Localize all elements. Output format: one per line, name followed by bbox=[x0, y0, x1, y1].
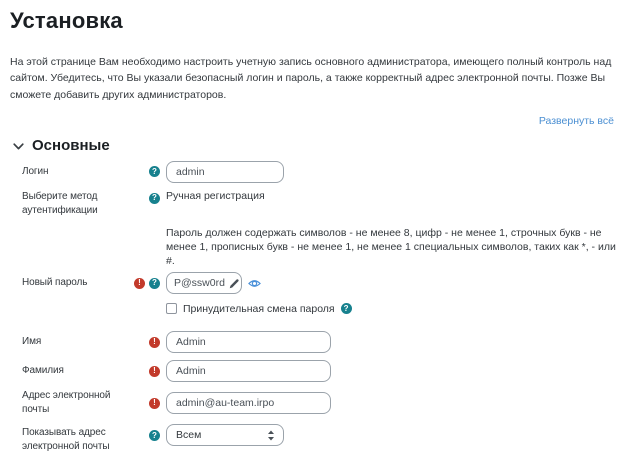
email-visibility-label: Показывать адрес электронной почты bbox=[22, 427, 110, 453]
help-icon[interactable]: ? bbox=[341, 303, 352, 314]
show-password-eye-icon[interactable] bbox=[248, 277, 261, 290]
expand-all-row bbox=[10, 115, 614, 128]
email-label: Адрес электронной почты bbox=[22, 390, 111, 416]
help-icon[interactable]: ? bbox=[149, 278, 160, 289]
new-password-input[interactable] bbox=[166, 272, 242, 294]
section-title: Основные bbox=[32, 137, 110, 155]
chevron-down-icon bbox=[12, 140, 25, 153]
admin-account-form bbox=[10, 161, 614, 454]
auth-method-label: Выберите метод аутентификации bbox=[22, 190, 98, 216]
password-policy-text: Пароль должен содержать символов - не менее 8, цифр - не менее 1, строчных букв - не менее 1, прописных букв - не менее 1, не менее 1 специальных символов, таких как *, - или #. bbox=[166, 226, 616, 268]
help-icon[interactable]: ? bbox=[149, 193, 160, 204]
row-first-name bbox=[10, 331, 614, 353]
expand-all-link[interactable]: Развернуть всё bbox=[538, 114, 614, 127]
row-auth-method bbox=[10, 190, 614, 218]
help-icon[interactable]: ? bbox=[149, 430, 160, 441]
row-email bbox=[10, 389, 614, 417]
row-email-visibility bbox=[10, 424, 614, 454]
email-visibility-select[interactable] bbox=[166, 424, 284, 446]
force-password-change-label[interactable]: Принудительная смена пароля bbox=[183, 302, 335, 315]
row-last-name bbox=[10, 360, 614, 382]
required-icon: ! bbox=[134, 278, 145, 289]
login-input[interactable] bbox=[166, 161, 284, 183]
last-name-label: Фамилия bbox=[22, 365, 64, 377]
row-login bbox=[10, 161, 614, 183]
required-icon: ! bbox=[149, 337, 160, 348]
email-visibility-selected: Всем bbox=[176, 429, 202, 442]
required-icon: ! bbox=[149, 366, 160, 377]
email-input[interactable] bbox=[166, 392, 331, 414]
select-arrows-icon bbox=[267, 430, 275, 441]
new-password-value: P@ssw0rd bbox=[174, 277, 225, 290]
pencil-icon bbox=[229, 278, 240, 289]
new-password-label: Новый пароль bbox=[22, 277, 88, 289]
login-label: Логин bbox=[22, 165, 49, 177]
row-new-password bbox=[10, 272, 614, 294]
row-force-password-change bbox=[166, 302, 614, 315]
help-icon[interactable]: ? bbox=[149, 166, 160, 177]
first-name-label: Имя bbox=[22, 336, 42, 348]
auth-method-value: Ручная регистрация bbox=[166, 189, 265, 202]
required-icon: ! bbox=[149, 398, 160, 409]
force-password-change-checkbox[interactable] bbox=[166, 303, 177, 314]
page-title: Установка bbox=[10, 8, 123, 33]
section-header-general[interactable] bbox=[10, 137, 614, 155]
page-description: На этой странице Вам необходимо настроить учетную запись основного администратора, имеющего полный контроль над сайтом. Убедитесь, что Вы указали безопасный логин и пароль, а также корректный адрес электронной почты. Позже Вы сможете добавить других администраторов. bbox=[10, 56, 612, 101]
first-name-input[interactable] bbox=[166, 331, 331, 353]
last-name-input[interactable] bbox=[166, 360, 331, 382]
